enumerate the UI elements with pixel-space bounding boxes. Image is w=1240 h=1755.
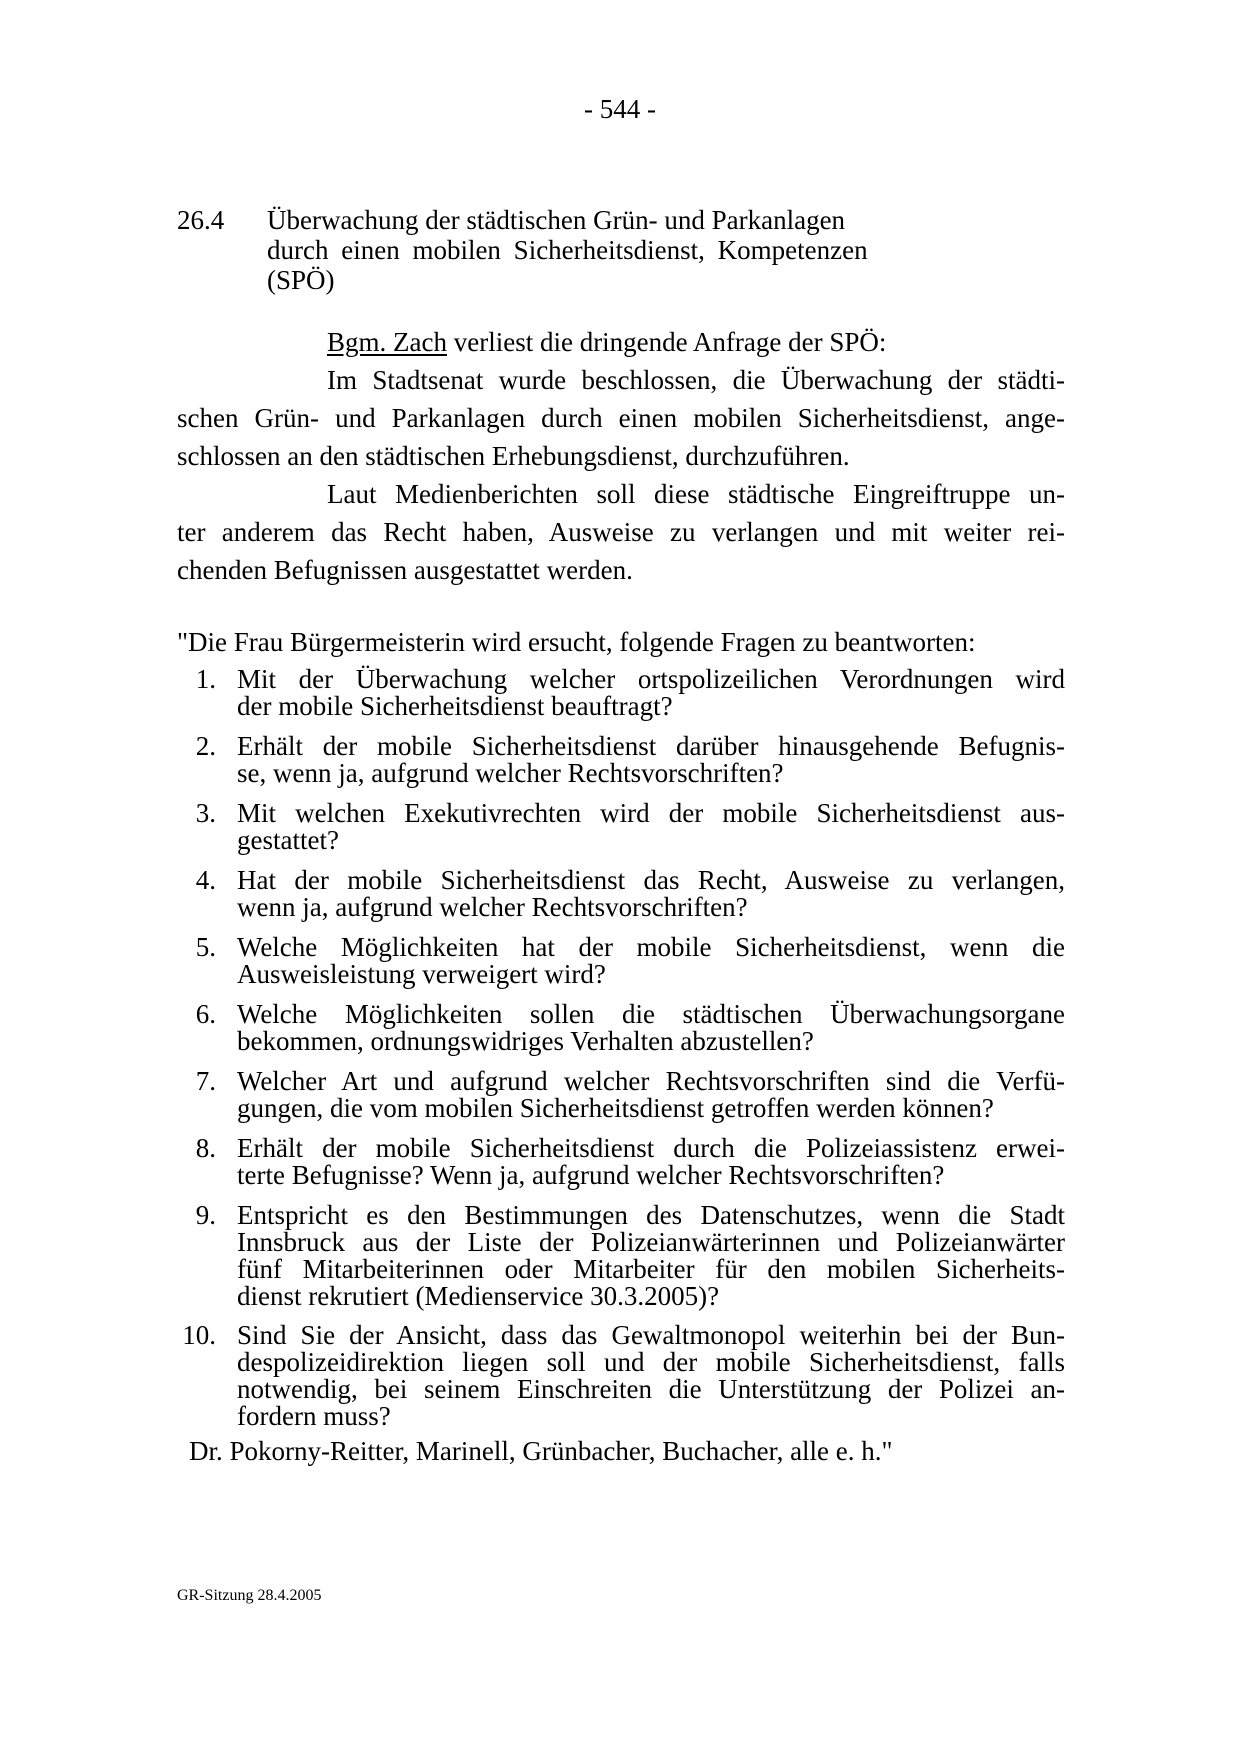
question-line: fünf Mitarbeiterinnen oder Mitarbeiter für den mobilen Sicherheits- bbox=[237, 1254, 1065, 1284]
paragraph-line: chenden Befugnissen ausgestattet werden. bbox=[177, 555, 633, 585]
question-line: Welche Möglichkeiten sollen die städtischen Überwachungsorgane bbox=[237, 999, 1065, 1029]
question-text bbox=[237, 1202, 1065, 1310]
question-line: Erhält der mobile Sicherheitsdienst darüber hinausgehende Befugnis- bbox=[237, 731, 1065, 761]
question-line: Erhält der mobile Sicherheitsdienst durch die Polizeiassistenz erwei- bbox=[237, 1133, 1065, 1163]
section-title-line: Überwachung der städtischen Grün- und Parkanlagen bbox=[267, 205, 846, 235]
question-line: gestattet? bbox=[237, 825, 339, 855]
question-line: terte Befugnisse? Wenn ja, aufgrund welcher Rechtsvorschriften? bbox=[237, 1160, 945, 1190]
question-number: 5. bbox=[195, 932, 216, 962]
paragraph-line: Im Stadtsenat wurde beschlossen, die Überwachung der städti- bbox=[327, 365, 1065, 395]
question-number: 2. bbox=[195, 731, 216, 761]
question-line: bekommen, ordnungswidriges Verhalten abzustellen? bbox=[237, 1026, 814, 1056]
question-text bbox=[237, 1322, 1065, 1430]
paragraph-line: schen Grün- und Parkanlagen durch einen mobilen Sicherheitsdienst, ange- bbox=[177, 403, 1065, 433]
question-number: 7. bbox=[195, 1066, 216, 1096]
question-line: Entspricht es den Bestimmungen des Datenschutzes, wenn die Stadt bbox=[237, 1200, 1065, 1230]
intro-text: verliest die dringende Anfrage der SPÖ: bbox=[446, 327, 887, 357]
question-line: der mobile Sicherheitsdienst beauftragt? bbox=[237, 691, 673, 721]
question-text bbox=[237, 1135, 1065, 1189]
signatories: Dr. Pokorny-Reitter, Marinell, Grünbacher, Buchacher, alle e. h." bbox=[189, 1436, 893, 1466]
question-number: 10. bbox=[182, 1320, 216, 1350]
question-line: notwendig, bei seinem Einschreiten die Unterstützung der Polizei an- bbox=[237, 1374, 1065, 1404]
question-line: Innsbruck aus der Liste der Polizeianwärterinnen und Polizeianwärter bbox=[237, 1227, 1065, 1257]
question-line: Mit welchen Exekutivrechten wird der mobile Sicherheitsdienst aus- bbox=[237, 798, 1065, 828]
question-number: 4. bbox=[195, 865, 216, 895]
question-number: 8. bbox=[195, 1133, 216, 1163]
question-number: 9. bbox=[195, 1200, 216, 1230]
intro-line bbox=[327, 325, 886, 359]
section-title-line: durch einen mobilen Sicherheitsdienst, Kompetenzen bbox=[267, 235, 868, 265]
question-text bbox=[237, 666, 1065, 720]
question-text bbox=[237, 934, 1065, 988]
question-text bbox=[237, 733, 1065, 787]
question-line: Mit der Überwachung welcher ortspolizeilichen Verordnungen wird bbox=[237, 664, 1065, 694]
question-line: despolizeidirektion liegen soll und der mobile Sicherheitsdienst, falls bbox=[237, 1347, 1065, 1377]
question-line: se, wenn ja, aufgrund welcher Rechtsvorschriften? bbox=[237, 758, 784, 788]
question-text bbox=[237, 800, 1065, 854]
page-number: - 544 - bbox=[584, 94, 656, 124]
section-title-line: (SPÖ) bbox=[267, 265, 335, 295]
paragraph-line: Laut Medienberichten soll diese städtische Eingreiftruppe un- bbox=[327, 479, 1065, 509]
question-line: Welcher Art und aufgrund welcher Rechtsvorschriften sind die Verfü- bbox=[237, 1066, 1065, 1096]
section-title bbox=[267, 205, 967, 295]
question-text bbox=[237, 1068, 1065, 1122]
question-line: gungen, die vom mobilen Sicherheitsdienst getroffen werden können? bbox=[237, 1093, 994, 1123]
question-text bbox=[237, 867, 1065, 921]
question-line: wenn ja, aufgrund welcher Rechtsvorschriften? bbox=[237, 892, 748, 922]
paragraph-line: schlossen an den städtischen Erhebungsdienst, durchzuführen. bbox=[177, 441, 850, 471]
section-number: 26.4 bbox=[177, 205, 225, 235]
question-number: 6. bbox=[195, 999, 216, 1029]
request-line: "Die Frau Bürgermeisterin wird ersucht, folgende Fragen zu beantworten: bbox=[177, 627, 976, 657]
footer-session-date: GR-Sitzung 28.4.2005 bbox=[177, 1587, 322, 1604]
question-number: 1. bbox=[195, 664, 216, 694]
paragraph-line: ter anderem das Recht haben, Ausweise zu verlangen und mit weiter rei- bbox=[177, 517, 1065, 547]
question-text bbox=[237, 1001, 1065, 1055]
question-line: dienst rekrutiert (Medienservice 30.3.2005)? bbox=[237, 1281, 720, 1311]
question-line: Sind Sie der Ansicht, dass das Gewaltmonopol weiterhin bei der Bun- bbox=[237, 1320, 1065, 1350]
speaker-name: Bgm. Zach bbox=[327, 327, 447, 357]
question-line: fordern muss? bbox=[237, 1401, 391, 1431]
question-line: Ausweisleistung verweigert wird? bbox=[237, 959, 606, 989]
question-line: Welche Möglichkeiten hat der mobile Sicherheitsdienst, wenn die bbox=[237, 932, 1065, 962]
question-number: 3. bbox=[195, 798, 216, 828]
question-line: Hat der mobile Sicherheitsdienst das Recht, Ausweise zu verlangen, bbox=[237, 865, 1065, 895]
